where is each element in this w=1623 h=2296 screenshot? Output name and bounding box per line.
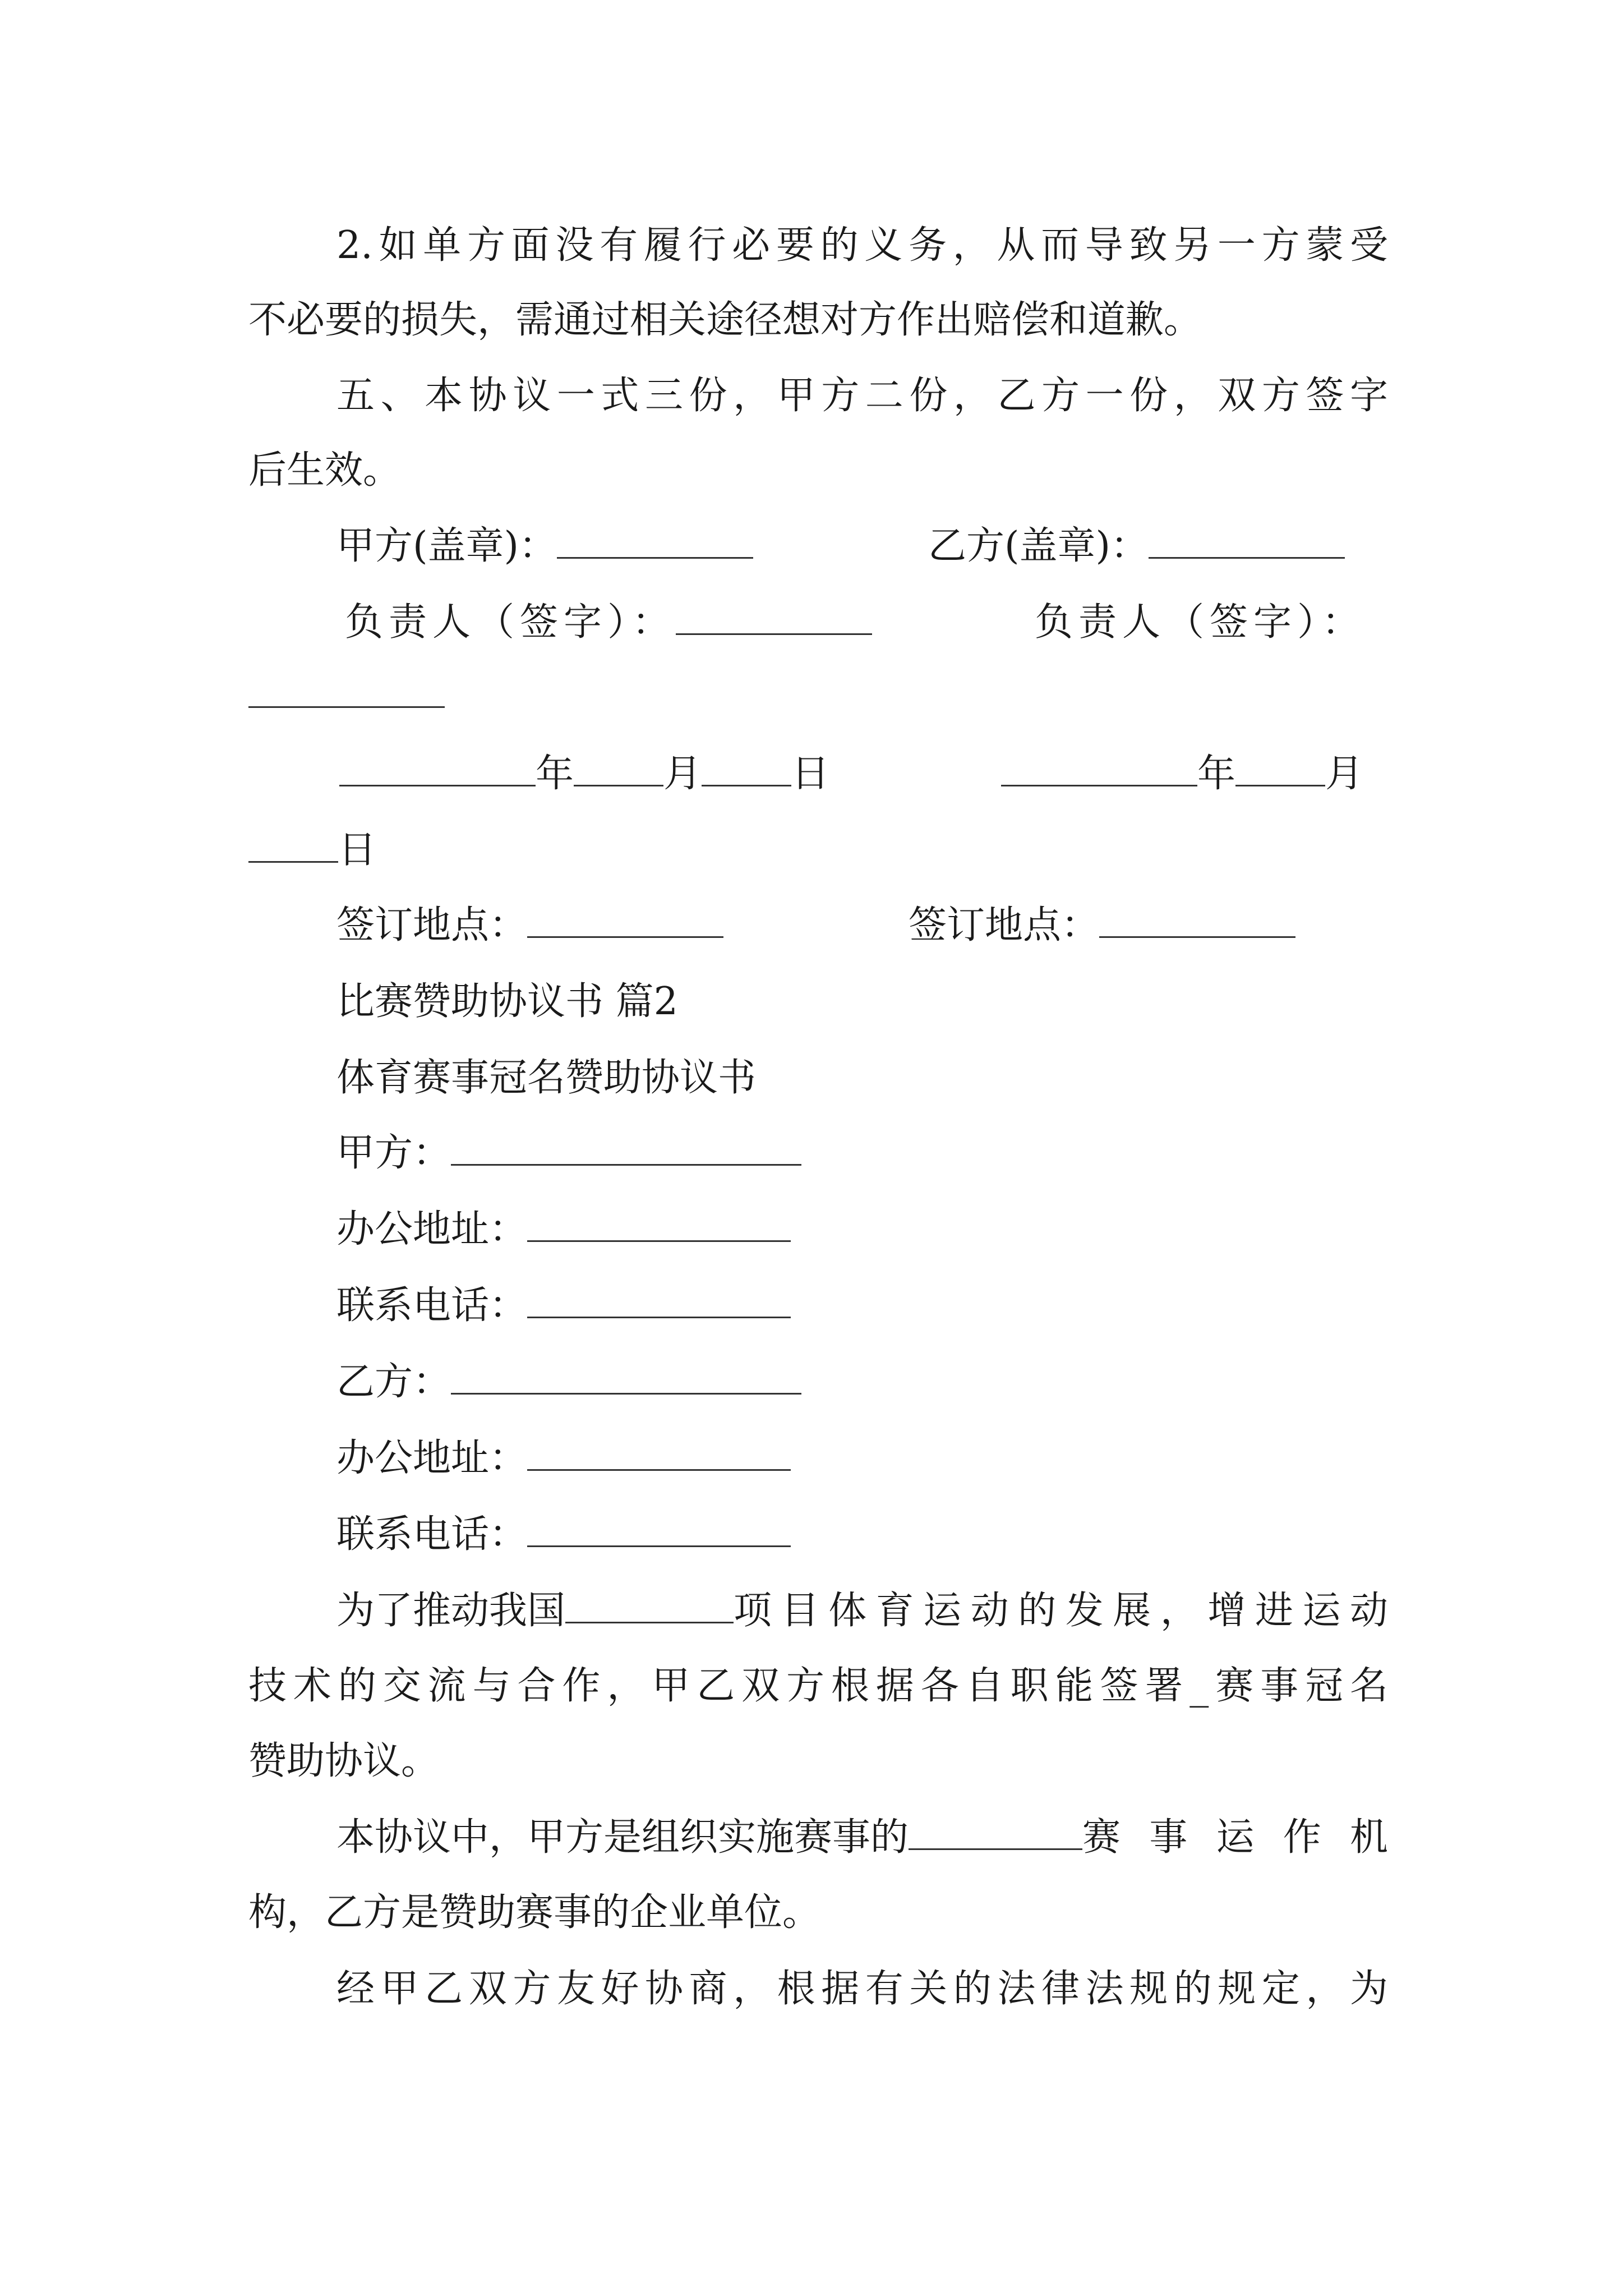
place-b-label: 签订地点： <box>909 903 1100 947</box>
date-a-month-blank <box>574 752 663 786</box>
para-3-part-b: 项目体育运动的发展，增进运动 <box>734 1589 1388 1633</box>
date-a-day-blank <box>702 752 791 786</box>
date-b-day-label: 日 <box>338 828 377 872</box>
place-b-blank <box>1099 904 1295 938</box>
addr-b-row <box>336 1436 791 1481</box>
date-b-month-label: 月 <box>1325 752 1364 796</box>
party-b-label: 乙方： <box>336 1360 451 1404</box>
section-title: 比赛赞助协议书 篇2 <box>336 979 678 1024</box>
place-party-b <box>909 903 1295 948</box>
party-a-row <box>336 1131 801 1176</box>
signature-party-b-blank <box>248 674 445 708</box>
para-3-line-2: 技术的交流与合作，甲乙双方根据各自职能签署_赛事冠名 <box>248 1664 1388 1708</box>
seal-party-b <box>928 524 1345 569</box>
place-party-a <box>336 903 723 948</box>
para-4-line-2: 构，乙方是赞助赛事的企业单位。 <box>248 1890 821 1935</box>
date-party-b <box>1001 752 1363 797</box>
tel-b-label: 联系电话： <box>336 1512 528 1557</box>
para-4-blank <box>909 1816 1082 1850</box>
signature-party-a <box>345 600 872 645</box>
seal-party-b-blank <box>1149 524 1345 559</box>
addr-b-blank <box>527 1437 791 1471</box>
para-3-line-1 <box>336 1589 1388 1634</box>
para-3-line-3: 赞助协议。 <box>248 1739 440 1783</box>
para-3-part-a: 为了推动我国 <box>336 1589 566 1633</box>
date-party-a <box>339 752 829 797</box>
addr-b-label: 办公地址： <box>336 1436 528 1480</box>
para-5-line-1: 经甲乙双方友好协商，根据有关的法律法规的规定，为 <box>336 1967 1388 2011</box>
tel-a-blank <box>527 1284 791 1318</box>
signature-party-b-label: 负责人（签字）： <box>1035 600 1366 645</box>
tel-b-blank <box>527 1513 791 1547</box>
para-4-part-b: 赛事运作机 <box>1082 1815 1388 1860</box>
seal-party-a-label: 甲方(盖章)： <box>336 524 557 568</box>
signature-party-b-blank-row <box>248 673 445 718</box>
signature-party-b <box>1035 600 1366 645</box>
para-4-part-a: 本协议中，甲方是组织实施赛事的 <box>336 1815 909 1860</box>
para-1-line-1: 2.如单方面没有履行必要的义务，从而导致另一方蒙受 <box>336 223 1388 268</box>
para-3-blank <box>565 1589 734 1623</box>
party-b-blank <box>451 1360 801 1395</box>
date-party-b-day-row <box>248 828 376 873</box>
seal-party-b-label: 乙方(盖章)： <box>928 524 1149 568</box>
party-a-label: 甲方： <box>336 1131 451 1175</box>
place-a-blank <box>527 904 723 938</box>
tel-a-row <box>336 1283 791 1328</box>
para-2-line-2: 后生效。 <box>248 448 402 493</box>
addr-a-row <box>336 1207 791 1252</box>
date-b-day-blank <box>248 829 338 863</box>
party-a-blank <box>451 1131 801 1166</box>
tel-b-row <box>336 1512 791 1557</box>
date-a-year-label: 年 <box>536 752 574 796</box>
date-b-year-label: 年 <box>1197 752 1236 796</box>
date-a-day-label: 日 <box>791 752 830 796</box>
para-1-line-2: 不必要的损失，需通过相关途径想对方作出赔偿和道歉。 <box>248 298 1202 342</box>
place-a-label: 签订地点： <box>336 903 528 947</box>
addr-a-blank <box>527 1208 791 1242</box>
date-a-month-label: 月 <box>663 752 702 796</box>
para-2-line-1: 五、本协议一式三份，甲方二份，乙方一份，双方签字 <box>336 374 1388 418</box>
date-b-year-blank <box>1001 752 1197 786</box>
signature-party-a-blank <box>676 601 872 635</box>
seal-party-a-blank <box>557 524 753 559</box>
para-4-line-1 <box>336 1815 1388 1860</box>
signature-party-a-label: 负责人（签字）： <box>345 600 676 645</box>
seal-party-a <box>336 524 753 569</box>
document-title: 体育赛事冠名赞助协议书 <box>336 1056 757 1100</box>
party-b-row <box>336 1360 801 1405</box>
addr-a-label: 办公地址： <box>336 1207 528 1251</box>
date-a-year-blank <box>339 752 536 786</box>
tel-a-label: 联系电话： <box>336 1283 528 1328</box>
date-b-month-blank <box>1235 752 1325 786</box>
